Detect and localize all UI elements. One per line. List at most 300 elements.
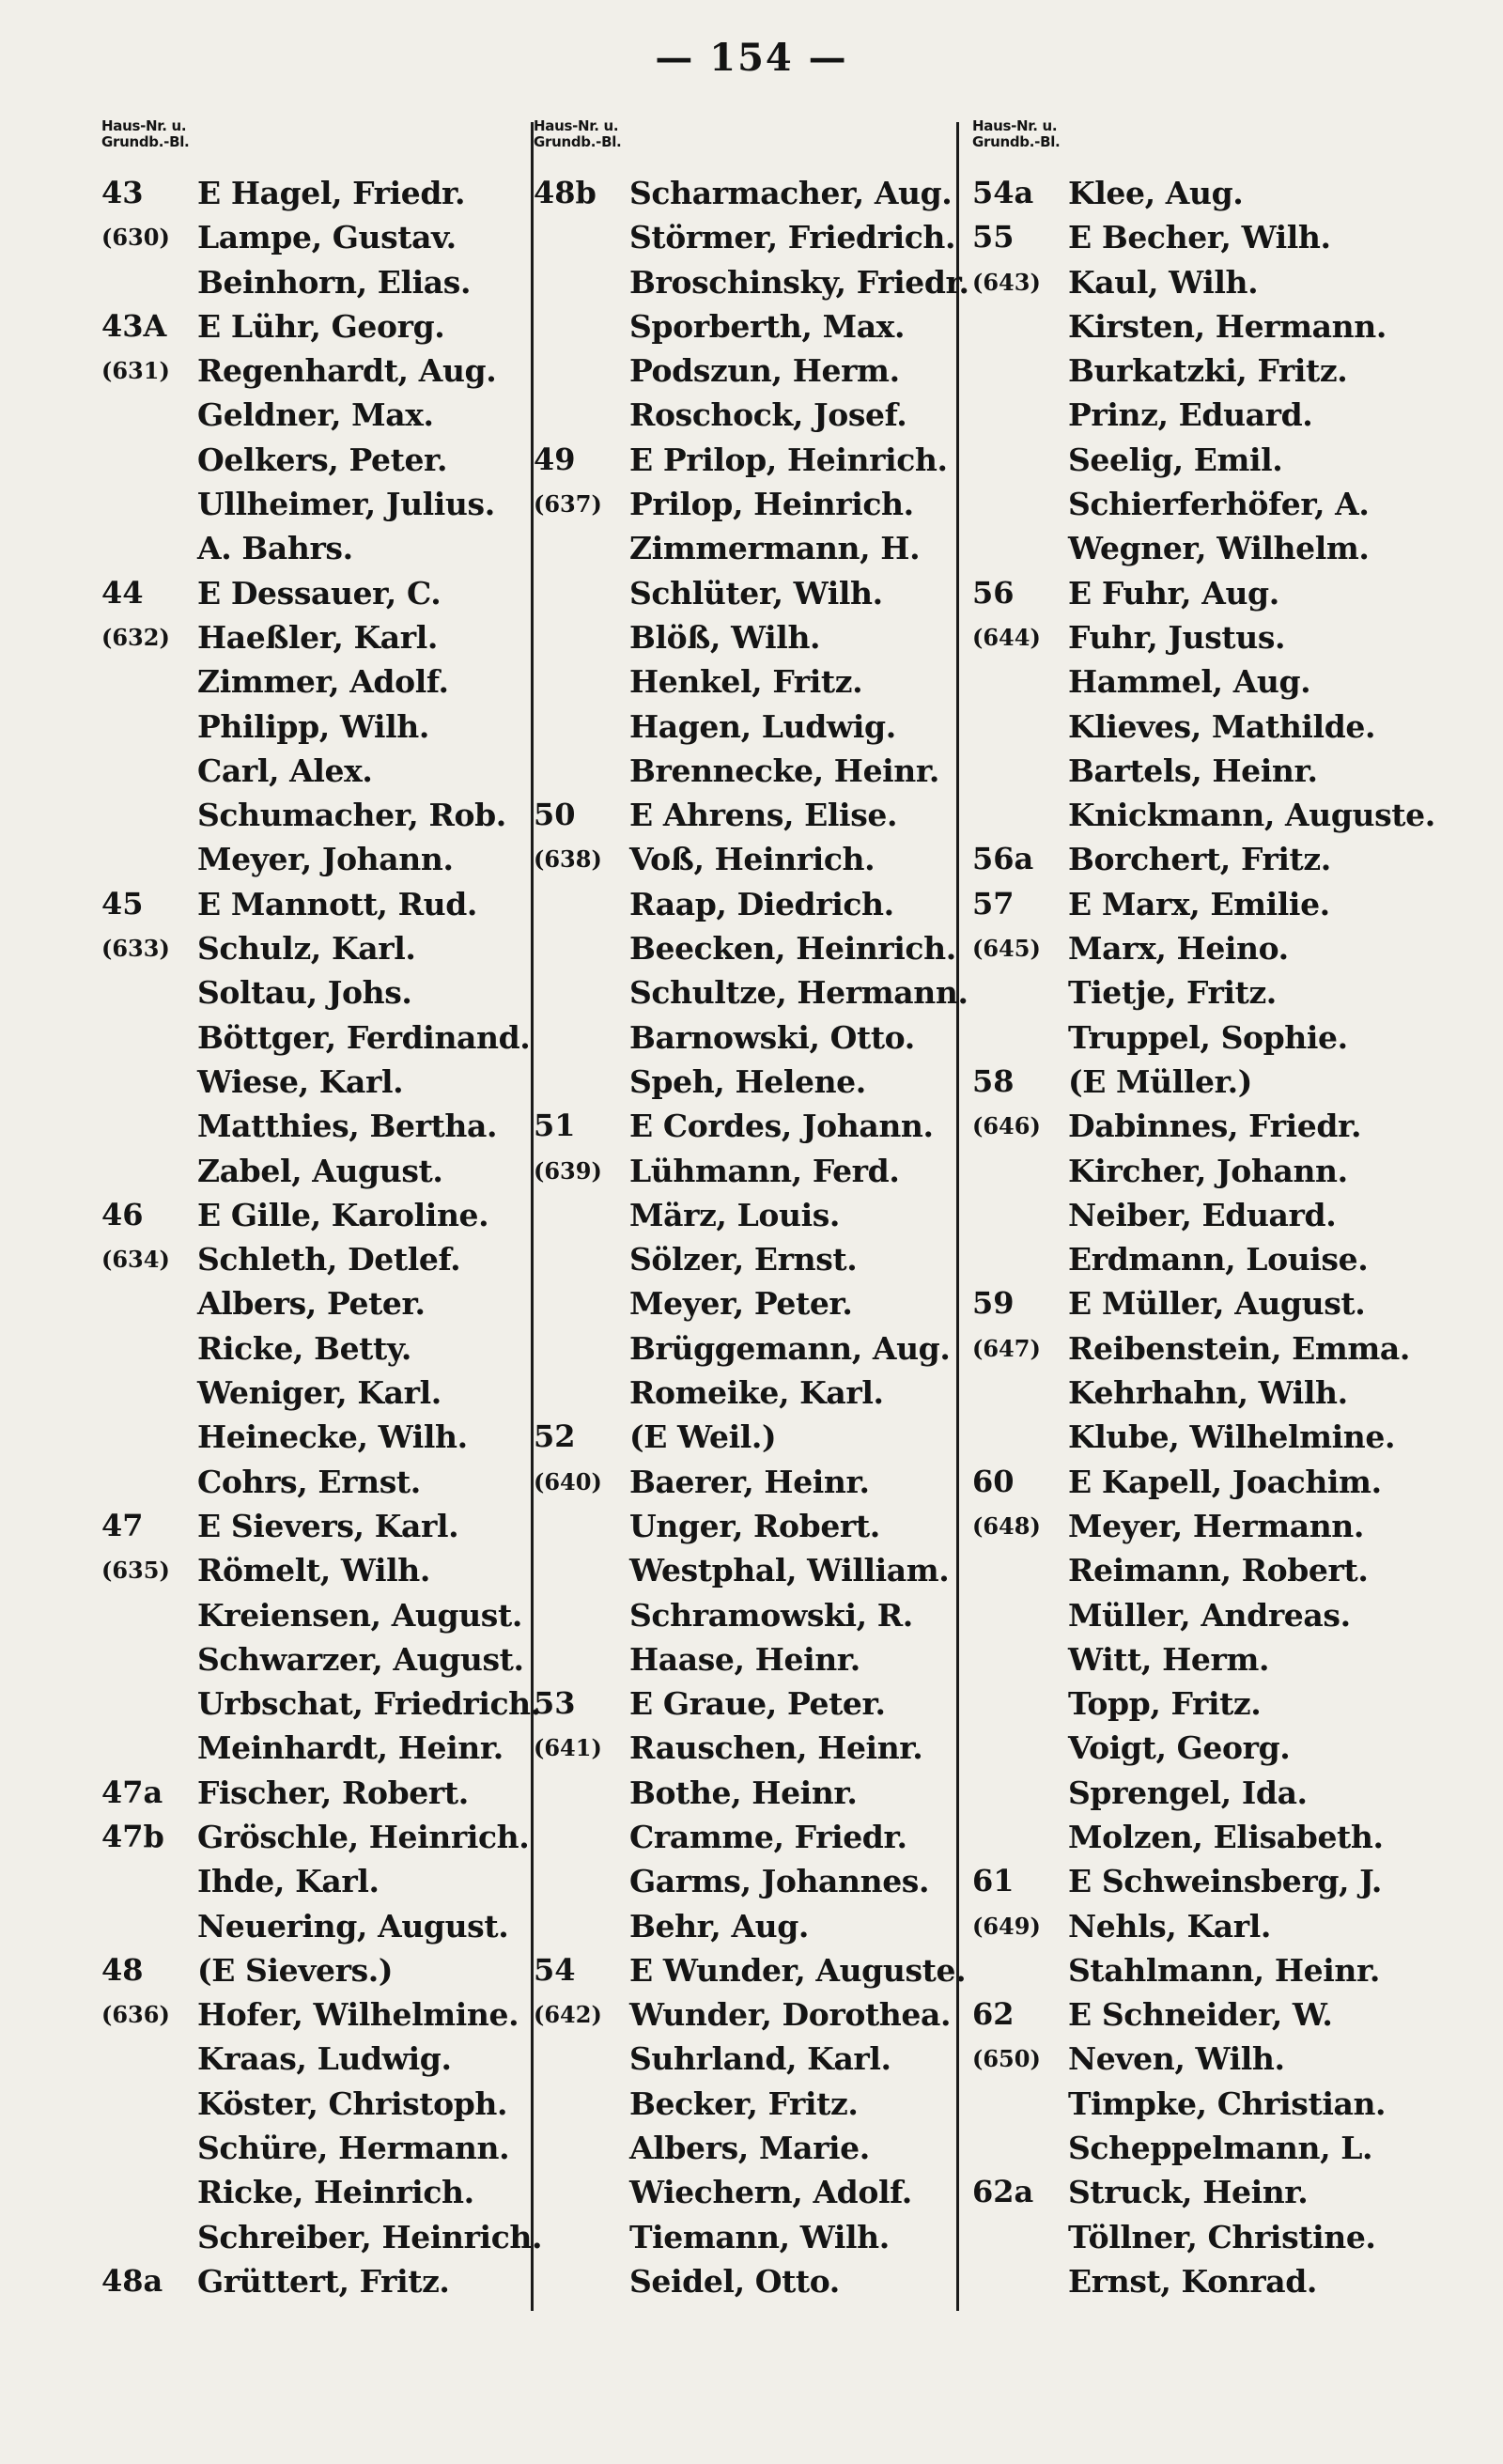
directory-entry bbox=[101, 1637, 552, 1681]
directory-entry bbox=[972, 1415, 1480, 1459]
house-number: (640) bbox=[534, 1467, 602, 1495]
column-header-line-1: Haus-Nr. u. bbox=[534, 117, 619, 134]
resident-name: (E Sievers.) bbox=[197, 1951, 394, 1989]
directory-entry bbox=[534, 171, 984, 215]
resident-name: Prinz, Eduard. bbox=[1068, 396, 1313, 434]
resident-name: Cramme, Friedr. bbox=[629, 1818, 907, 1855]
directory-entry bbox=[534, 1637, 984, 1681]
resident-name: Dabinnes, Friedr. bbox=[1068, 1108, 1362, 1145]
directory-entry bbox=[534, 1149, 984, 1193]
directory-entry bbox=[534, 2170, 984, 2214]
directory-entry bbox=[534, 1859, 984, 1903]
house-number: 52 bbox=[534, 1418, 576, 1455]
directory-entry bbox=[534, 793, 984, 837]
directory-entry bbox=[534, 215, 984, 259]
directory-entry bbox=[101, 837, 552, 881]
house-number: 43A bbox=[101, 307, 167, 344]
house-number: 58 bbox=[972, 1062, 1015, 1099]
resident-name: Baerer, Heinr. bbox=[629, 1463, 870, 1500]
resident-name: März, Louis. bbox=[629, 1196, 841, 1233]
resident-name: Schüre, Hermann. bbox=[197, 2130, 510, 2167]
directory-entry bbox=[972, 349, 1480, 393]
resident-name: Broschinsky, Friedr. bbox=[629, 263, 969, 301]
house-number: 49 bbox=[534, 441, 576, 477]
directory-entry bbox=[101, 1548, 552, 1592]
directory-entry bbox=[101, 926, 552, 970]
resident-name: Carl, Alex. bbox=[197, 752, 373, 789]
directory-entry bbox=[101, 1593, 552, 1637]
house-number: 56a bbox=[972, 841, 1034, 877]
resident-name: Zabel, August. bbox=[197, 1152, 443, 1189]
directory-entry bbox=[101, 171, 552, 215]
directory-entry bbox=[534, 1326, 984, 1371]
house-number: (641) bbox=[534, 1734, 602, 1762]
directory-entry bbox=[534, 438, 984, 482]
column-header bbox=[972, 118, 1480, 171]
resident-name: E Mannott, Rud. bbox=[197, 885, 477, 922]
directory-entry bbox=[534, 2126, 984, 2170]
resident-name: Wunder, Dorothea. bbox=[629, 1996, 952, 2034]
entry-list bbox=[534, 171, 984, 2303]
resident-name: Heinecke, Wilh. bbox=[197, 1418, 468, 1456]
resident-name: Töllner, Christine. bbox=[1068, 2218, 1376, 2255]
resident-name: Rauschen, Heinr. bbox=[629, 1729, 923, 1767]
directory-entry bbox=[972, 1726, 1480, 1770]
directory-entry bbox=[101, 2170, 552, 2214]
directory-entry bbox=[534, 1237, 984, 1281]
resident-name: Kreiensen, August. bbox=[197, 1596, 522, 1634]
directory-entry bbox=[101, 2037, 552, 2081]
directory-entry bbox=[534, 2037, 984, 2081]
directory-entry bbox=[534, 393, 984, 437]
entry-list bbox=[101, 171, 552, 2303]
resident-name: Bartels, Heinr. bbox=[1068, 752, 1318, 789]
resident-name: Schwarzer, August. bbox=[197, 1640, 524, 1678]
directory-entry bbox=[972, 882, 1480, 926]
directory-entry bbox=[972, 970, 1480, 1015]
directory-entry bbox=[972, 171, 1480, 215]
resident-name: Raap, Diedrich. bbox=[629, 885, 894, 922]
resident-name: Wiese, Karl. bbox=[197, 1062, 404, 1100]
directory-entry bbox=[534, 1281, 984, 1325]
directory-entry bbox=[101, 1992, 552, 2037]
resident-name: Weniger, Karl. bbox=[197, 1374, 442, 1412]
house-number: (642) bbox=[534, 2001, 602, 2029]
resident-name: Hagen, Ludwig. bbox=[629, 707, 896, 745]
resident-name: Römelt, Wilh. bbox=[197, 1552, 430, 1589]
resident-name: E Kapell, Joachim. bbox=[1068, 1463, 1382, 1500]
directory-entry bbox=[101, 2082, 552, 2126]
directory-entry bbox=[534, 2259, 984, 2303]
resident-name: E Prilop, Heinrich. bbox=[629, 441, 948, 478]
directory-entry bbox=[101, 1815, 552, 1859]
resident-name: Zimmermann, H. bbox=[629, 530, 921, 567]
column-3 bbox=[972, 118, 1480, 2303]
resident-name: (E Weil.) bbox=[629, 1418, 777, 1456]
resident-name: Albers, Peter. bbox=[197, 1285, 426, 1323]
directory-entry bbox=[534, 2215, 984, 2259]
resident-name: E Lühr, Georg. bbox=[197, 307, 445, 345]
directory-entry bbox=[972, 482, 1480, 526]
directory-entry bbox=[972, 260, 1480, 304]
resident-name: Burkatzki, Fritz. bbox=[1068, 352, 1348, 390]
directory-entry bbox=[972, 705, 1480, 749]
resident-name: E Cordes, Johann. bbox=[629, 1108, 934, 1145]
resident-name: Geldner, Max. bbox=[197, 396, 434, 434]
house-number: 47a bbox=[101, 1774, 163, 1810]
directory-entry bbox=[972, 1771, 1480, 1815]
resident-name: Witt, Herm. bbox=[1068, 1640, 1270, 1678]
directory-entry bbox=[534, 1904, 984, 1948]
directory-entry bbox=[534, 1726, 984, 1770]
resident-name: Brüggemann, Aug. bbox=[629, 1329, 951, 1367]
resident-name: Schramowski, R. bbox=[629, 1596, 913, 1634]
resident-name: Beecken, Heinrich. bbox=[629, 930, 956, 968]
house-number: 43 bbox=[101, 175, 144, 210]
resident-name: Ihde, Karl. bbox=[197, 1863, 380, 1900]
house-number: (649) bbox=[972, 1912, 1041, 1940]
resident-name: E Sievers, Karl. bbox=[197, 1507, 459, 1544]
directory-entry bbox=[534, 1771, 984, 1815]
resident-name: Meyer, Johann. bbox=[197, 841, 454, 878]
directory-entry bbox=[101, 260, 552, 304]
resident-name: Sölzer, Ernst. bbox=[629, 1241, 858, 1278]
directory-entry bbox=[101, 1859, 552, 1903]
house-number: 46 bbox=[101, 1196, 144, 1232]
directory-entry bbox=[534, 1992, 984, 2037]
resident-name: (E Müller.) bbox=[1068, 1062, 1252, 1100]
directory-entry bbox=[101, 304, 552, 349]
resident-name: Blöß, Wilh. bbox=[629, 618, 821, 656]
resident-name: Ernst, Konrad. bbox=[1068, 2262, 1318, 2300]
resident-name: Gröschle, Heinrich. bbox=[197, 1818, 530, 1855]
directory-entry bbox=[534, 482, 984, 526]
resident-name: E Marx, Emilie. bbox=[1068, 885, 1330, 922]
resident-name: Suhrland, Karl. bbox=[629, 2040, 891, 2078]
directory-entry bbox=[101, 526, 552, 570]
directory-entry bbox=[534, 1371, 984, 1415]
directory-entry bbox=[534, 615, 984, 659]
directory-entry bbox=[101, 393, 552, 437]
directory-entry bbox=[101, 215, 552, 259]
house-number: 48b bbox=[534, 175, 597, 210]
house-number: 47b bbox=[101, 1818, 164, 1854]
entry-list bbox=[972, 171, 1480, 2303]
directory-entry bbox=[101, 1681, 552, 1726]
house-number: (632) bbox=[101, 623, 170, 651]
directory-entry bbox=[101, 970, 552, 1015]
resident-name: E Dessauer, C. bbox=[197, 574, 442, 612]
resident-name: Borchert, Fritz. bbox=[1068, 841, 1331, 878]
resident-name: E Graue, Peter. bbox=[629, 1685, 886, 1723]
directory-entry bbox=[972, 926, 1480, 970]
resident-name: Nehls, Karl. bbox=[1068, 1907, 1271, 1945]
resident-name: Ricke, Betty. bbox=[197, 1329, 411, 1367]
directory-entry bbox=[534, 1681, 984, 1726]
directory-entry bbox=[101, 1326, 552, 1371]
resident-name: Ullheimer, Julius. bbox=[197, 486, 495, 523]
directory-entry bbox=[972, 1681, 1480, 1726]
directory-entry bbox=[972, 1904, 1480, 1948]
resident-name: Ricke, Heinrich. bbox=[197, 2174, 474, 2211]
resident-name: Knickmann, Auguste. bbox=[1068, 797, 1435, 834]
resident-name: Lampe, Gustav. bbox=[197, 219, 457, 256]
house-number: 54a bbox=[972, 175, 1034, 210]
directory-entry bbox=[534, 349, 984, 393]
resident-name: Grüttert, Fritz. bbox=[197, 2262, 450, 2300]
directory-entry bbox=[534, 260, 984, 304]
resident-name: Kraas, Ludwig. bbox=[197, 2040, 452, 2078]
resident-name: Kaul, Wilh. bbox=[1068, 263, 1259, 301]
column-header-line-2: Grundb.-Bl. bbox=[972, 133, 1061, 150]
resident-name: Neiber, Eduard. bbox=[1068, 1196, 1337, 1233]
directory-entry bbox=[101, 793, 552, 837]
resident-name: Westphal, William. bbox=[629, 1552, 950, 1589]
directory-entry bbox=[972, 526, 1480, 570]
directory-entry bbox=[972, 1637, 1480, 1681]
column-2 bbox=[534, 118, 984, 2303]
resident-name: Tietje, Fritz. bbox=[1068, 974, 1277, 1012]
resident-name: Schierferhöfer, A. bbox=[1068, 486, 1370, 523]
directory-entry bbox=[972, 837, 1480, 881]
resident-name: Stahlmann, Heinr. bbox=[1068, 1951, 1380, 1989]
resident-name: Schlüter, Wilh. bbox=[629, 574, 883, 612]
resident-name: Unger, Robert. bbox=[629, 1507, 880, 1544]
directory-entry bbox=[972, 2082, 1480, 2126]
column-header bbox=[101, 118, 552, 171]
resident-name: Timpke, Christian. bbox=[1068, 2084, 1387, 2122]
resident-name: Hammel, Aug. bbox=[1068, 663, 1311, 701]
directory-entry bbox=[534, 837, 984, 881]
column-header-line-2: Grundb.-Bl. bbox=[534, 133, 622, 150]
resident-name: Klieves, Mathilde. bbox=[1068, 707, 1376, 745]
directory-entry bbox=[534, 705, 984, 749]
directory-entry bbox=[534, 1415, 984, 1459]
resident-name: Haase, Heinr. bbox=[629, 1640, 860, 1678]
resident-name: Müller, Andreas. bbox=[1068, 1596, 1351, 1634]
directory-entry bbox=[534, 1504, 984, 1548]
resident-name: Brennecke, Heinr. bbox=[629, 752, 939, 789]
directory-entry bbox=[534, 1015, 984, 1060]
resident-name: Henkel, Fritz. bbox=[629, 663, 863, 701]
house-number: (639) bbox=[534, 1156, 602, 1185]
directory-entry bbox=[101, 1060, 552, 1104]
directory-entry bbox=[972, 1992, 1480, 2037]
directory-entry bbox=[101, 438, 552, 482]
house-number: 48 bbox=[101, 1951, 144, 1988]
directory-entry bbox=[101, 1281, 552, 1325]
directory-entry bbox=[972, 1193, 1480, 1237]
directory-entry bbox=[972, 1371, 1480, 1415]
house-number: (638) bbox=[534, 845, 602, 874]
resident-name: Erdmann, Louise. bbox=[1068, 1241, 1369, 1278]
directory-entry bbox=[972, 749, 1480, 793]
resident-name: Podszun, Herm. bbox=[629, 352, 900, 390]
resident-name: Meyer, Hermann. bbox=[1068, 1507, 1364, 1544]
directory-entry bbox=[534, 749, 984, 793]
resident-name: Seelig, Emil. bbox=[1068, 441, 1283, 478]
resident-name: Oelkers, Peter. bbox=[197, 441, 448, 478]
directory-entry bbox=[534, 1104, 984, 1148]
column-1 bbox=[101, 118, 552, 2303]
resident-name: Beinhorn, Elias. bbox=[197, 263, 472, 301]
resident-name: Voigt, Georg. bbox=[1068, 1729, 1291, 1767]
directory-entry bbox=[972, 1593, 1480, 1637]
house-number: (634) bbox=[101, 1246, 170, 1274]
directory-entry bbox=[534, 1948, 984, 1992]
directory-entry bbox=[101, 659, 552, 704]
directory-entry bbox=[972, 1948, 1480, 1992]
directory-entry bbox=[972, 304, 1480, 349]
directory-entry bbox=[534, 882, 984, 926]
directory-entry bbox=[101, 2126, 552, 2170]
directory-entry bbox=[534, 970, 984, 1015]
resident-name: E Müller, August. bbox=[1068, 1285, 1366, 1323]
resident-name: E Wunder, Auguste. bbox=[629, 1951, 967, 1989]
resident-name: Neuering, August. bbox=[197, 1907, 509, 1945]
house-number: 59 bbox=[972, 1285, 1015, 1322]
house-number: 51 bbox=[534, 1108, 576, 1144]
resident-name: Lühmann, Ferd. bbox=[629, 1152, 900, 1189]
resident-name: Sporberth, Max. bbox=[629, 307, 906, 345]
directory-entry bbox=[534, 1548, 984, 1592]
directory-entry bbox=[534, 1593, 984, 1637]
resident-name: Fischer, Robert. bbox=[197, 1774, 469, 1811]
directory-entry bbox=[972, 393, 1480, 437]
house-number: (650) bbox=[972, 2045, 1041, 2073]
directory-entry bbox=[101, 1104, 552, 1148]
resident-name: Urbschat, Friedrich. bbox=[197, 1685, 541, 1723]
house-number: 60 bbox=[972, 1463, 1015, 1499]
house-number: 62a bbox=[972, 2174, 1034, 2210]
column-header-line-1: Haus-Nr. u. bbox=[972, 117, 1058, 134]
house-number: (635) bbox=[101, 1557, 170, 1585]
resident-name: Tiemann, Wilh. bbox=[629, 2218, 890, 2255]
directory-entry bbox=[101, 1948, 552, 1992]
house-number: (644) bbox=[972, 623, 1041, 651]
directory-entry bbox=[972, 1104, 1480, 1148]
house-number: 56 bbox=[972, 574, 1015, 611]
directory-entry bbox=[534, 1460, 984, 1504]
resident-name: Störmer, Friedrich. bbox=[629, 219, 956, 256]
resident-name: Schultze, Hermann. bbox=[629, 974, 968, 1012]
resident-name: Topp, Fritz. bbox=[1068, 1685, 1262, 1723]
directory-entry bbox=[972, 1015, 1480, 1060]
resident-name: Hofer, Wilhelmine. bbox=[197, 1996, 519, 2034]
directory-entry bbox=[101, 1015, 552, 1060]
directory-entry bbox=[101, 749, 552, 793]
resident-name: Becker, Fritz. bbox=[629, 2084, 859, 2122]
directory-entry bbox=[101, 1149, 552, 1193]
resident-name: Truppel, Sophie. bbox=[1068, 1018, 1348, 1056]
resident-name: Wegner, Wilhelm. bbox=[1068, 530, 1370, 567]
resident-name: Schumacher, Rob. bbox=[197, 797, 506, 834]
resident-name: Sprengel, Ida. bbox=[1068, 1774, 1308, 1811]
resident-name: Schreiber, Heinrich. bbox=[197, 2218, 543, 2255]
directory-entry bbox=[534, 1193, 984, 1237]
directory-entry bbox=[101, 615, 552, 659]
directory-entry bbox=[972, 571, 1480, 615]
house-number: (633) bbox=[101, 935, 170, 963]
directory-entry bbox=[534, 2082, 984, 2126]
directory-entry bbox=[972, 615, 1480, 659]
resident-name: Scharmacher, Aug. bbox=[629, 175, 953, 211]
resident-name: Böttger, Ferdinand. bbox=[197, 1018, 531, 1056]
directory-entry bbox=[972, 2170, 1480, 2214]
resident-name: Haeßler, Karl. bbox=[197, 618, 438, 656]
house-number: (630) bbox=[101, 224, 170, 252]
house-number: 53 bbox=[534, 1685, 576, 1722]
resident-name: Roschock, Josef. bbox=[629, 396, 907, 434]
resident-name: Voß, Heinrich. bbox=[629, 841, 875, 878]
directory-entry bbox=[972, 2259, 1480, 2303]
house-number: (637) bbox=[534, 490, 602, 519]
directory-entry bbox=[972, 2037, 1480, 2081]
directory-entry bbox=[101, 1504, 552, 1548]
resident-name: Garms, Johannes. bbox=[629, 1863, 930, 1900]
resident-name: Köster, Christoph. bbox=[197, 2084, 508, 2122]
resident-name: Prilop, Heinrich. bbox=[629, 486, 914, 523]
resident-name: Reimann, Robert. bbox=[1068, 1552, 1369, 1589]
directory-entry bbox=[972, 1460, 1480, 1504]
resident-name: Bothe, Heinr. bbox=[629, 1774, 858, 1811]
directory-entry bbox=[101, 1771, 552, 1815]
page-number: — 154 — bbox=[655, 36, 848, 80]
directory-entry bbox=[972, 1237, 1480, 1281]
directory-entry bbox=[534, 926, 984, 970]
directory-entry bbox=[972, 438, 1480, 482]
house-number: 62 bbox=[972, 1996, 1015, 2033]
directory-entry bbox=[972, 1548, 1480, 1592]
directory-entry bbox=[101, 2259, 552, 2303]
resident-name: Kirsten, Hermann. bbox=[1068, 307, 1387, 345]
resident-name: Matthies, Bertha. bbox=[197, 1108, 498, 1145]
resident-name: E Schneider, W. bbox=[1068, 1996, 1333, 2034]
directory-entry bbox=[101, 482, 552, 526]
resident-name: Philipp, Wilh. bbox=[197, 707, 429, 745]
resident-name: Scheppelmann, L. bbox=[1068, 2130, 1373, 2167]
house-number: (645) bbox=[972, 935, 1041, 963]
resident-name: Meyer, Peter. bbox=[629, 1285, 853, 1323]
resident-name: E Ahrens, Elise. bbox=[629, 797, 898, 834]
resident-name: Wiechern, Adolf. bbox=[629, 2174, 912, 2211]
resident-name: Romeike, Karl. bbox=[629, 1374, 884, 1412]
house-number: 47 bbox=[101, 1507, 144, 1543]
resident-name: Reibenstein, Emma. bbox=[1068, 1329, 1411, 1367]
resident-name: E Gille, Karoline. bbox=[197, 1196, 489, 1233]
house-number: (631) bbox=[101, 357, 170, 385]
house-number: 45 bbox=[101, 885, 144, 922]
house-number: 61 bbox=[972, 1863, 1015, 1899]
house-number: (636) bbox=[101, 2001, 170, 2029]
directory-entry bbox=[972, 2215, 1480, 2259]
resident-name: Neven, Wilh. bbox=[1068, 2040, 1285, 2078]
column-header-line-2: Grundb.-Bl. bbox=[101, 133, 190, 150]
house-number: 57 bbox=[972, 885, 1015, 922]
house-number: (643) bbox=[972, 268, 1041, 296]
directory-entry bbox=[534, 526, 984, 570]
directory-entry bbox=[972, 1859, 1480, 1903]
resident-name: Schleth, Detlef. bbox=[197, 1241, 461, 1278]
resident-name: Behr, Aug. bbox=[629, 1907, 810, 1945]
resident-name: Kehrhahn, Wilh. bbox=[1068, 1374, 1348, 1412]
directory-entry bbox=[972, 1149, 1480, 1193]
directory-entry bbox=[101, 349, 552, 393]
directory-entry bbox=[101, 1904, 552, 1948]
directory-entry bbox=[534, 659, 984, 704]
resident-name: Speh, Helene. bbox=[629, 1062, 866, 1100]
resident-name: E Schweinsberg, J. bbox=[1068, 1863, 1382, 1900]
